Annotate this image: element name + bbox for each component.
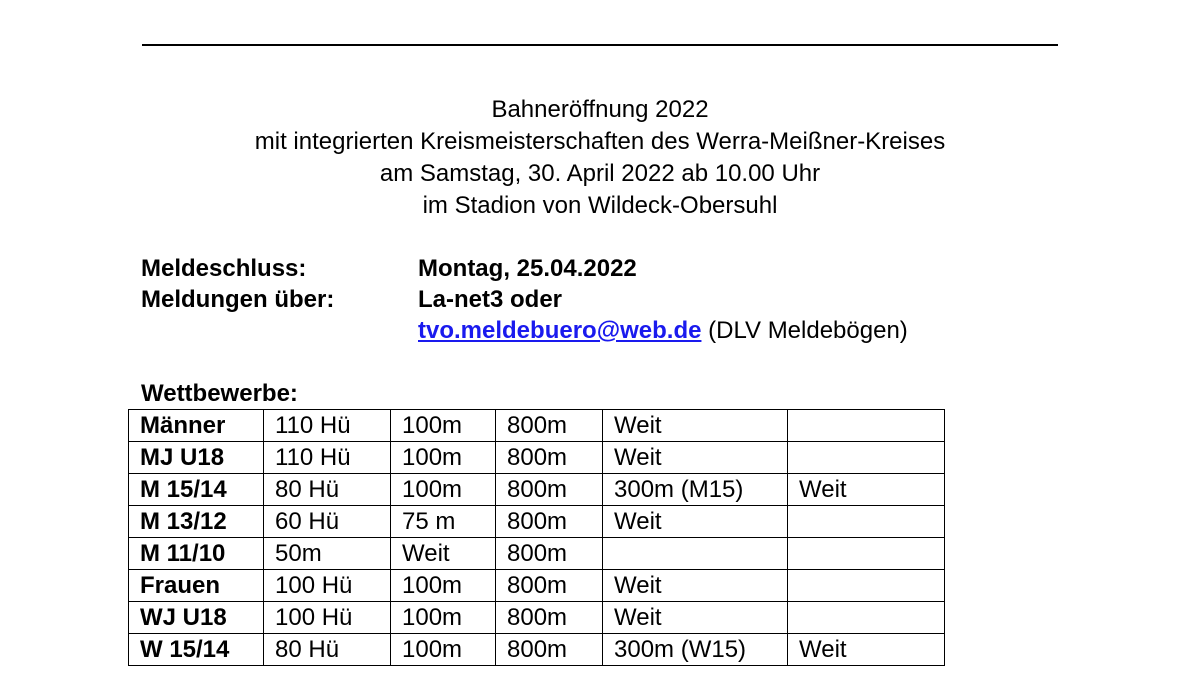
table-cell: 100m: [391, 474, 496, 506]
table-row: [129, 506, 945, 538]
table-cell: 800m: [496, 506, 603, 538]
table-row-header: WJ U18: [129, 602, 264, 634]
table-cell: 800m: [496, 442, 603, 474]
table-cell: Weit: [788, 474, 945, 506]
event-location: im Stadion von Wildeck-Obersuhl: [422, 192, 778, 219]
table-cell: 800m: [496, 538, 603, 570]
table-cell: [788, 570, 945, 602]
table-row-header: Frauen: [129, 570, 264, 602]
event-date: am Samstag, 30. April 2022 ab 10.00 Uhr: [379, 160, 821, 187]
table-row: [129, 634, 945, 666]
table-row: [129, 442, 945, 474]
competitions-table: [128, 409, 945, 666]
table-cell: 800m: [496, 474, 603, 506]
table-cell: Weit: [603, 410, 788, 442]
table-row: [129, 538, 945, 570]
deadline-value: Montag, 25.04.2022: [418, 255, 637, 282]
table-cell: 800m: [496, 634, 603, 666]
table-cell: 60 Hü: [264, 506, 391, 538]
table-row-header: MJ U18: [129, 442, 264, 474]
event-title: Bahneröffnung 2022: [491, 96, 709, 123]
table-cell: Weit: [603, 602, 788, 634]
table-row: [129, 602, 945, 634]
table-row-header: W 15/14: [129, 634, 264, 666]
table-cell: 100 Hü: [264, 570, 391, 602]
table-row-header: Männer: [129, 410, 264, 442]
table-cell: 80 Hü: [264, 474, 391, 506]
table-cell: 800m: [496, 602, 603, 634]
horizontal-rule: [142, 44, 1058, 46]
email-note: (DLV Meldebögen): [701, 317, 908, 344]
competitions-title: Wettbewerbe:: [141, 380, 298, 407]
table-cell: 800m: [496, 410, 603, 442]
table-cell: [788, 506, 945, 538]
entries-value: La-net3 oder: [418, 286, 563, 313]
table-cell: 100m: [391, 410, 496, 442]
table-cell: 110 Hü: [264, 410, 391, 442]
table-cell: [788, 410, 945, 442]
table-cell: 100m: [391, 634, 496, 666]
entries-label: Meldungen über:: [141, 286, 335, 313]
table-cell: 100m: [391, 570, 496, 602]
table-cell: 75 m: [391, 506, 496, 538]
table-cell: 800m: [496, 570, 603, 602]
table-row: [129, 570, 945, 602]
email-link[interactable]: tvo.meldebuero@web.de: [418, 317, 702, 344]
table-cell: Weit: [603, 506, 788, 538]
table-cell: 50m: [264, 538, 391, 570]
table-cell: 100 Hü: [264, 602, 391, 634]
table-cell: Weit: [603, 570, 788, 602]
table-cell: 110 Hü: [264, 442, 391, 474]
table-cell: [603, 538, 788, 570]
table-cell: [788, 442, 945, 474]
table-cell: [788, 538, 945, 570]
email-line: [418, 315, 908, 346]
table-row: [129, 410, 945, 442]
table-row-header: M 11/10: [129, 538, 264, 570]
table-cell: Weit: [788, 634, 945, 666]
table-row: [129, 474, 945, 506]
table-cell: 100m: [391, 602, 496, 634]
table-cell: 80 Hü: [264, 634, 391, 666]
table-cell: 300m (M15): [603, 474, 788, 506]
table-cell: Weit: [391, 538, 496, 570]
table-cell: [788, 602, 945, 634]
table-cell: Weit: [603, 442, 788, 474]
table-row-header: M 15/14: [129, 474, 264, 506]
table-cell: 100m: [391, 442, 496, 474]
deadline-label: Meldeschluss:: [141, 255, 307, 282]
table-row-header: M 13/12: [129, 506, 264, 538]
event-subtitle: mit integrierten Kreismeisterschaften des Werra-Meißner-Kreises: [254, 128, 946, 155]
event-heading: [0, 94, 1200, 222]
table-cell: 300m (W15): [603, 634, 788, 666]
